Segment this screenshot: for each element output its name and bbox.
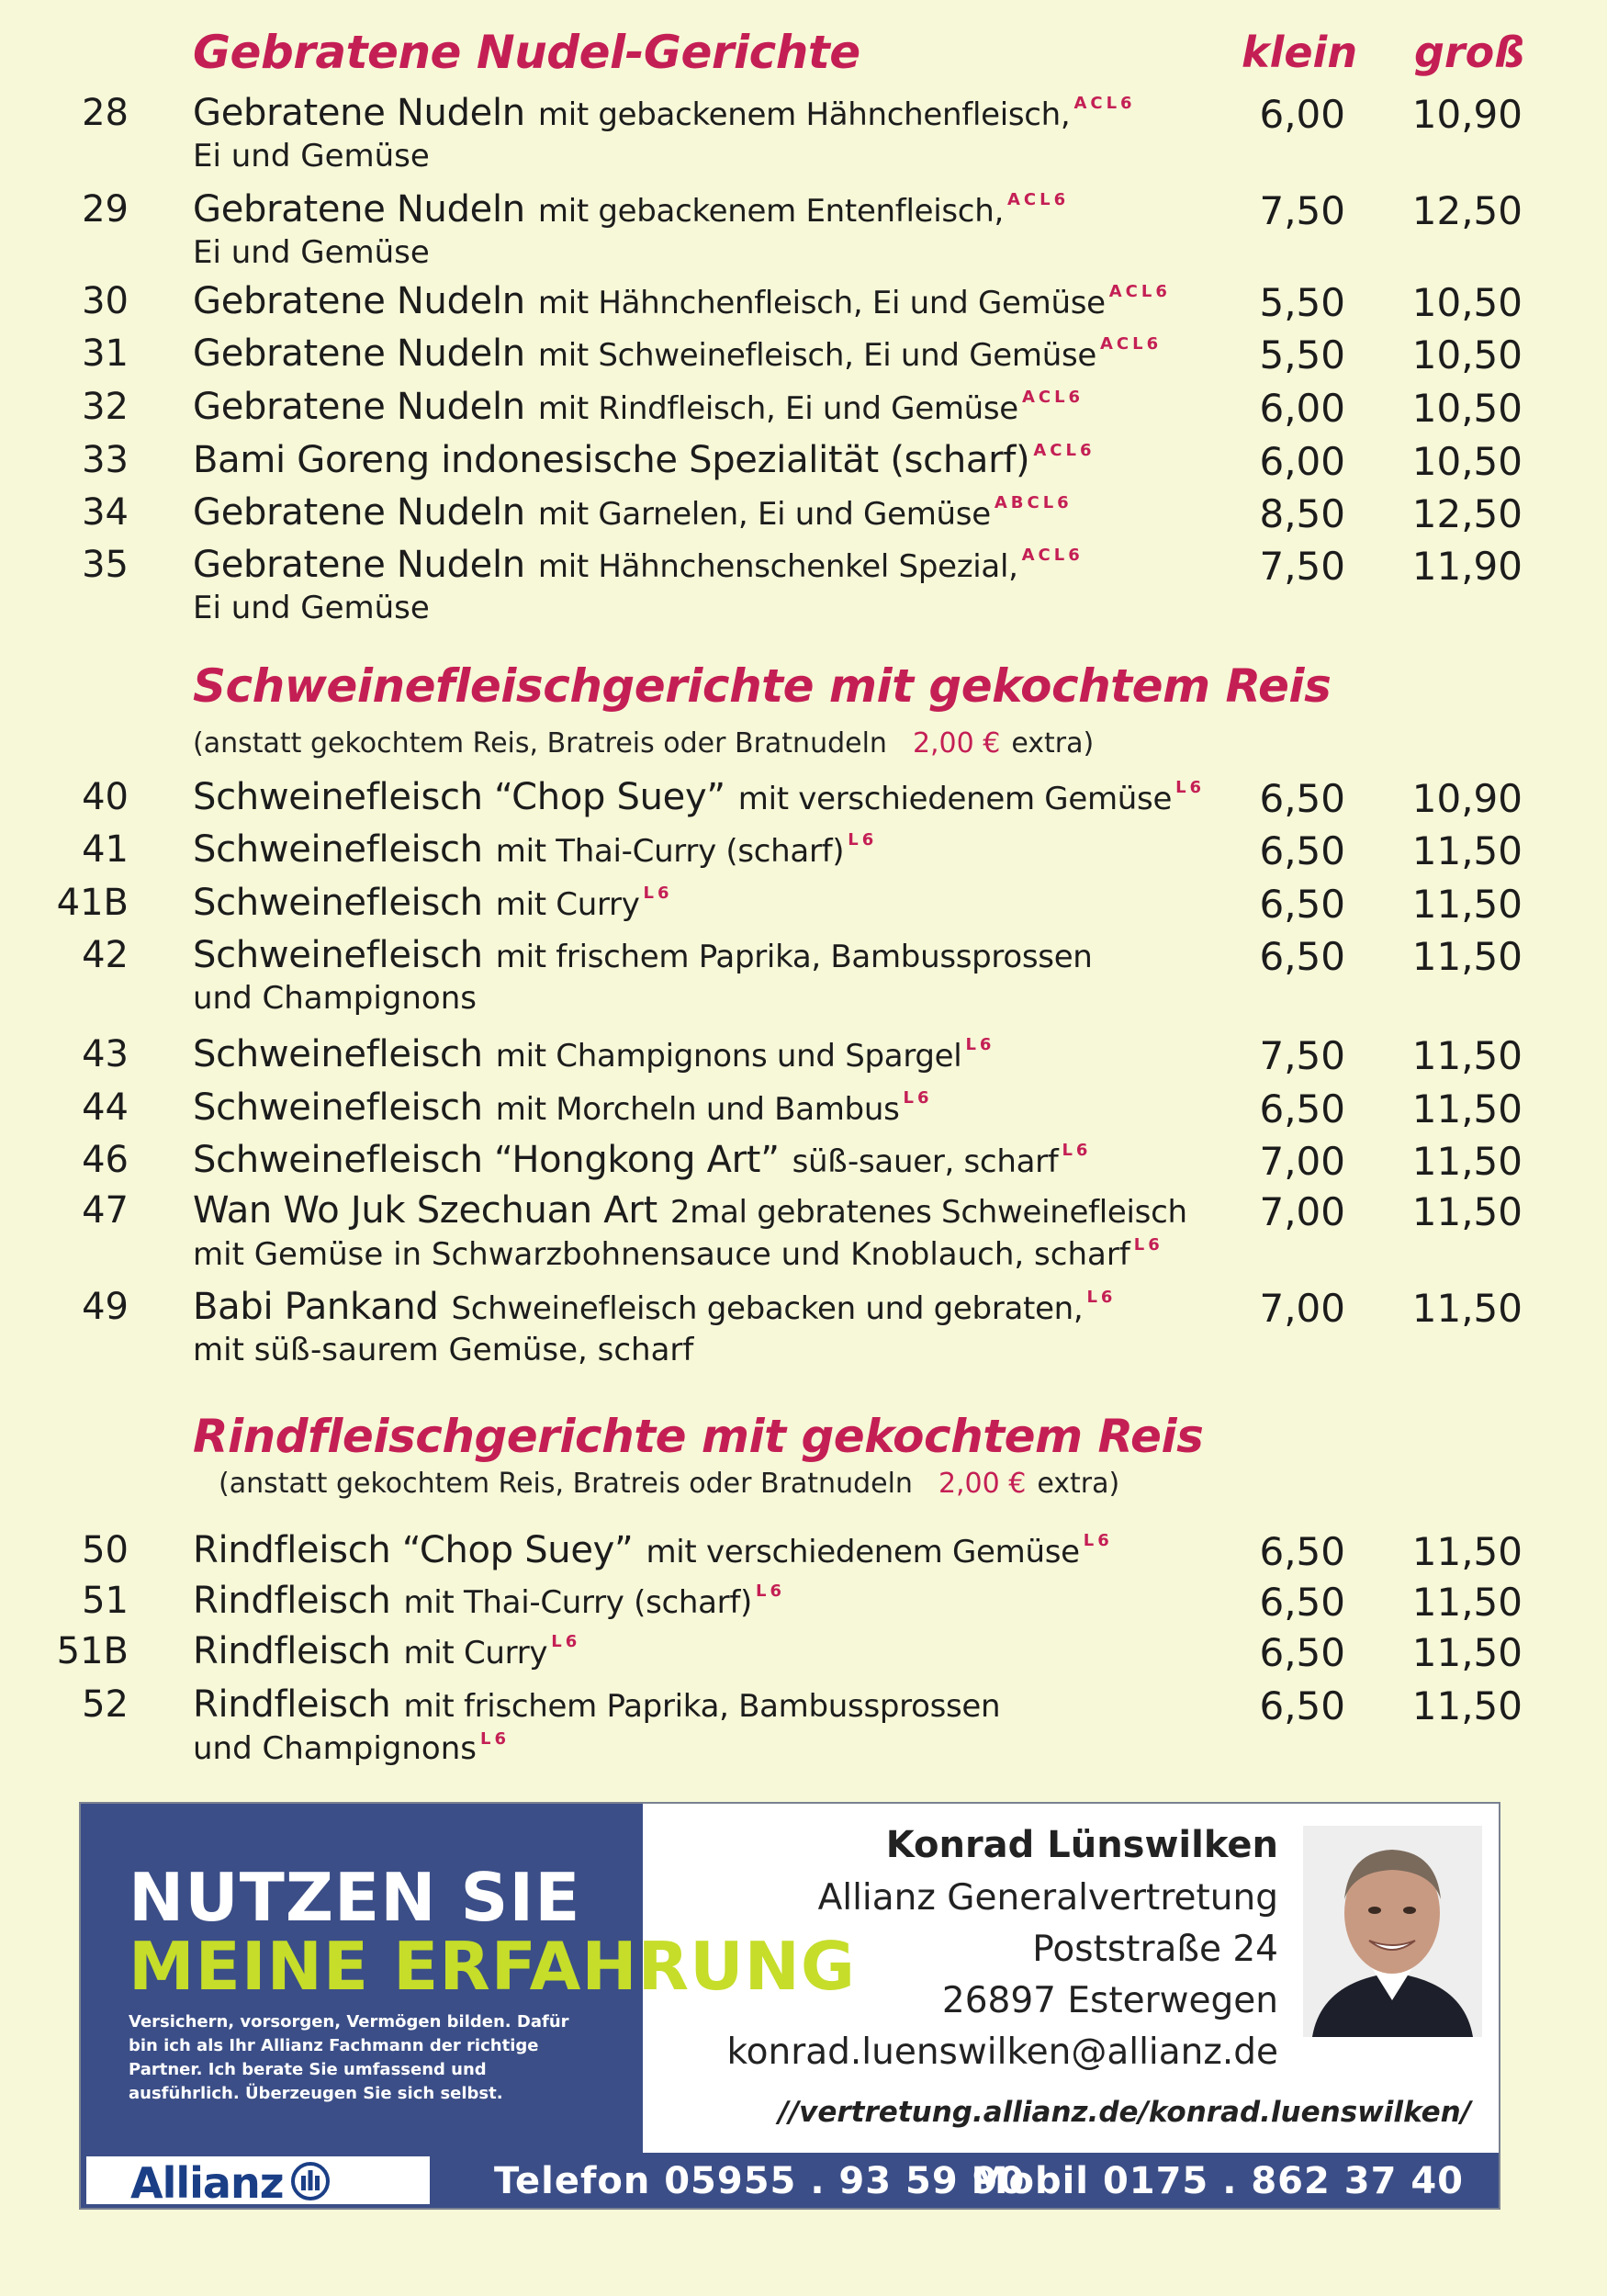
price-small: 8,50 [1259, 491, 1345, 536]
price-large: 11,50 [1411, 934, 1523, 979]
item-description-line2 [193, 590, 430, 626]
item-number: 51B [56, 1630, 129, 1672]
item-description: süß-sauer, scharf [792, 1143, 1059, 1180]
item-number: 42 [82, 934, 129, 976]
menu-item-row [0, 544, 1607, 626]
item-name: Gebratene Nudeln [193, 332, 525, 375]
price-large: 12,50 [1411, 491, 1523, 536]
item-description: mit frischem Paprika, Bambussprossen [403, 1688, 1001, 1725]
item-description-line2-text: mit Gemüse in Schwarzbohnensauce und Knoblauch, scharf [193, 1236, 1130, 1273]
item-title [193, 332, 1162, 375]
allergen-codes: ACL6 [1073, 94, 1136, 113]
column-header-large: groß [1414, 28, 1525, 77]
item-name: Babi Pankand [193, 1286, 439, 1328]
agent-city: 26897 Esterwegen [941, 1980, 1278, 2021]
item-description: mit Schweinefleisch, Ei und Gemüse [537, 337, 1096, 374]
section-note [193, 727, 1094, 760]
item-name: Bami Goreng indonesische Spezialität (scharf) [193, 439, 1030, 481]
item-description: mit Curry [403, 1635, 548, 1671]
item-title [193, 1286, 1116, 1328]
ad-headline-1: NUTZEN SIE [129, 1859, 581, 1936]
allergen-codes: L6 [1083, 1531, 1113, 1550]
price-large: 10,90 [1411, 92, 1523, 137]
menu-item-row [0, 1189, 1607, 1273]
allergen-codes: L6 [965, 1035, 995, 1054]
item-description: mit Hähnchenschenkel Spezial, [537, 548, 1018, 585]
menu-item-row [0, 1033, 1607, 1088]
item-description-line2-text: und Champignons [193, 1730, 477, 1767]
price-large: 11,90 [1411, 544, 1523, 589]
item-title [193, 92, 1136, 134]
section-note-extra-price: 2,00 € [912, 727, 1001, 760]
allergen-codes: L6 [755, 1581, 785, 1601]
item-description-line2-text: und Champignons [193, 980, 477, 1017]
price-small: 7,50 [1259, 544, 1345, 589]
price-large: 11,50 [1411, 1033, 1523, 1078]
price-large: 11,50 [1411, 1286, 1523, 1331]
price-large: 10,50 [1411, 280, 1523, 325]
allergen-codes: L6 [1062, 1141, 1092, 1160]
item-title [193, 544, 1084, 586]
item-title [193, 280, 1171, 322]
item-name: Schweinefleisch [193, 828, 483, 871]
price-large: 10,50 [1411, 439, 1523, 484]
item-name: Gebratene Nudeln [193, 386, 525, 428]
menu-item-row [0, 882, 1607, 937]
item-name: Wan Wo Juk Szechuan Art [193, 1189, 657, 1232]
allergen-codes: L6 [479, 1729, 510, 1749]
item-description-line2 [193, 1332, 693, 1368]
allergen-codes: ABCL6 [994, 493, 1073, 512]
item-title [193, 1139, 1091, 1181]
item-number: 47 [82, 1189, 129, 1232]
item-name: Schweinefleisch [193, 882, 483, 924]
agent-url[interactable]: //vertretung.allianz.de/konrad.luenswilken/ [778, 2096, 1471, 2129]
item-description-line2-text: Ei und Gemüse [193, 590, 430, 626]
item-number: 41 [82, 828, 129, 871]
section-note-extra-price: 2,00 € [938, 1468, 1027, 1500]
allergen-codes: ACL6 [1108, 282, 1171, 301]
item-title [193, 491, 1073, 534]
item-description: mit Champignons und Spargel [495, 1038, 962, 1075]
item-number: 51 [82, 1580, 129, 1622]
item-title [193, 1529, 1113, 1571]
menu-item-row [0, 280, 1607, 335]
price-small: 7,50 [1259, 1033, 1345, 1078]
item-number: 52 [82, 1683, 129, 1726]
column-header-small: klein [1242, 28, 1358, 77]
item-description: mit gebackenem Entenfleisch, [537, 193, 1004, 230]
item-description: mit Thai-Curry (scharf) [495, 833, 845, 870]
item-title [193, 188, 1069, 231]
allergen-codes: ACL6 [1006, 190, 1070, 209]
menu-item-row [0, 1139, 1607, 1194]
menu-item-row [0, 934, 1607, 1017]
price-small: 6,00 [1259, 439, 1345, 484]
item-name: Rindfleisch [193, 1580, 391, 1622]
menu-item-row [0, 1580, 1607, 1635]
item-number: 33 [82, 439, 129, 481]
item-description-line2-text: Ei und Gemüse [193, 138, 430, 174]
price-small: 6,50 [1259, 882, 1345, 927]
price-small: 6,50 [1259, 1529, 1345, 1574]
ad-blurb: Versichern, vorsorgen, Vermögen bilden. Dafür bin ich als Ihr Allianz Fachmann der richtige Partner. Ich berate Sie umfassend und ausführlich. Überzeugen Sie sich selbst. [129, 2012, 569, 2103]
section-note-end: extra) [1037, 1468, 1120, 1500]
menu-item-row [0, 332, 1607, 388]
item-description: mit Garnelen, Ei und Gemüse [537, 496, 991, 533]
menu-item-row [0, 188, 1607, 271]
item-name: Schweinefleisch “Chop Suey” [193, 776, 725, 818]
item-title [193, 828, 877, 871]
section-note-end: extra) [1011, 727, 1095, 760]
allianz-advertisement [79, 1802, 1500, 2210]
item-number: 34 [82, 491, 129, 534]
menu-item-row [0, 1529, 1607, 1584]
price-large: 10,50 [1411, 332, 1523, 377]
item-number: 46 [82, 1139, 129, 1181]
allergen-codes: L6 [551, 1632, 581, 1651]
menu-item-row [0, 1683, 1607, 1767]
ad-headline-panel [81, 1804, 856, 2153]
price-large: 11,50 [1411, 828, 1523, 873]
price-large: 10,50 [1411, 386, 1523, 431]
section-note-text: (anstatt gekochtem Reis, Bratreis oder Bratnudeln [193, 727, 887, 760]
price-small: 6,50 [1259, 934, 1345, 979]
menu-item-row [0, 491, 1607, 546]
item-name: Gebratene Nudeln [193, 92, 525, 134]
item-number: 30 [82, 280, 129, 322]
item-number: 43 [82, 1033, 129, 1075]
agent-email[interactable]: konrad.luenswilken@allianz.de [726, 2032, 1278, 2073]
price-large: 11,50 [1411, 1630, 1523, 1675]
item-description: mit Hähnchenfleisch, Ei und Gemüse [537, 285, 1106, 321]
item-number: 28 [82, 92, 129, 134]
item-title [193, 882, 673, 924]
allergen-codes: ACL6 [1021, 546, 1084, 565]
price-large: 11,50 [1411, 1529, 1523, 1574]
allianz-logo-text: Allianz [130, 2158, 284, 2208]
item-title [193, 934, 1093, 976]
item-description: mit Thai-Curry (scharf) [403, 1584, 752, 1621]
item-description-line2 [193, 234, 430, 271]
price-small: 6,50 [1259, 828, 1345, 873]
item-description: mit Curry [495, 886, 640, 923]
item-description: mit frischem Paprika, Bambussprossen [495, 939, 1093, 975]
phone-number[interactable]: Telefon 05955 . 93 59 90 [494, 2160, 1026, 2202]
item-name: Gebratene Nudeln [193, 491, 525, 534]
price-small: 7,00 [1259, 1189, 1345, 1234]
menu-item-row [0, 828, 1607, 884]
allergen-codes: ACL6 [1021, 388, 1084, 407]
allergen-codes: L6 [903, 1088, 933, 1108]
item-description: Schweinefleisch gebacken und gebraten, [451, 1290, 1084, 1327]
item-name: Gebratene Nudeln [193, 280, 525, 322]
item-description: mit verschiedenem Gemüse [737, 781, 1173, 817]
section-title: Rindfleischgerichte mit gekochtem Reis [193, 1410, 1204, 1463]
item-name: Rindfleisch “Chop Suey” [193, 1529, 634, 1571]
price-small: 6,50 [1259, 1086, 1345, 1131]
agency-name: Allianz Generalvertretung [817, 1877, 1278, 1919]
item-number: 41B [56, 882, 129, 924]
item-number: 44 [82, 1086, 129, 1129]
allergen-codes: L6 [1133, 1235, 1163, 1255]
item-name: Gebratene Nudeln [193, 544, 525, 586]
section-title: Gebratene Nudel-Gerichte [193, 26, 860, 79]
price-small: 5,50 [1259, 332, 1345, 377]
price-small: 7,00 [1259, 1286, 1345, 1331]
section-note [219, 1468, 1119, 1500]
item-number: 31 [82, 332, 129, 375]
item-number: 35 [82, 544, 129, 586]
allianz-logo [86, 2156, 430, 2208]
item-number: 29 [82, 188, 129, 231]
item-name: Rindfleisch [193, 1630, 391, 1672]
price-large: 11,50 [1411, 1189, 1523, 1234]
section-title: Schweinefleischgerichte mit gekochtem Reis [193, 659, 1332, 713]
allergen-codes: ACL6 [1033, 441, 1096, 460]
allergen-codes: L6 [1086, 1288, 1117, 1307]
item-title [193, 1683, 1000, 1726]
item-name: Schweinefleisch [193, 1033, 483, 1075]
item-description-line2 [193, 138, 430, 174]
price-large: 11,50 [1411, 1580, 1523, 1625]
price-small: 6,00 [1259, 92, 1345, 137]
item-number: 40 [82, 776, 129, 818]
item-title [193, 1580, 785, 1622]
item-title [193, 1033, 995, 1075]
menu-item-row [0, 92, 1607, 174]
menu-item-row [0, 1630, 1607, 1685]
item-name: Schweinefleisch “Hongkong Art” [193, 1139, 780, 1181]
mobile-number[interactable]: Mobil 0175 . 862 37 40 [971, 2160, 1464, 2202]
item-title [193, 776, 1205, 818]
menu-item-row [0, 439, 1607, 494]
ad-contact-bar [81, 2153, 1499, 2208]
item-title [193, 439, 1096, 481]
price-small: 7,50 [1259, 188, 1345, 233]
item-title [193, 1630, 580, 1672]
price-small: 6,50 [1259, 1630, 1345, 1675]
agent-photo [1303, 1826, 1482, 2037]
agent-name: Konrad Lünswilken [885, 1824, 1278, 1866]
item-description: mit Morcheln und Bambus [495, 1091, 900, 1128]
menu-item-row [0, 1086, 1607, 1142]
allergen-codes: L6 [848, 830, 878, 850]
allianz-eagle-icon [290, 2161, 331, 2201]
price-small: 6,50 [1259, 1580, 1345, 1625]
price-small: 6,00 [1259, 386, 1345, 431]
price-small: 5,50 [1259, 280, 1345, 325]
agent-street: Poststraße 24 [1032, 1929, 1278, 1970]
item-name: Schweinefleisch [193, 934, 483, 976]
item-name: Gebratene Nudeln [193, 188, 525, 231]
item-description: mit Rindfleisch, Ei und Gemüse [537, 390, 1018, 427]
item-description-line2 [193, 980, 477, 1017]
price-small: 6,50 [1259, 1683, 1345, 1728]
price-large: 11,50 [1411, 1086, 1523, 1131]
item-description: mit verschiedenem Gemüse [646, 1534, 1080, 1570]
item-description: mit gebackenem Hähnchenfleisch, [537, 96, 1071, 133]
item-number: 50 [82, 1529, 129, 1571]
menu-item-row [0, 1286, 1607, 1368]
section-note-text: (anstatt gekochtem Reis, Bratreis oder Bratnudeln [219, 1468, 913, 1500]
price-small: 6,50 [1259, 776, 1345, 821]
menu-item-row [0, 386, 1607, 441]
menu-item-row [0, 776, 1607, 831]
price-large: 12,50 [1411, 188, 1523, 233]
price-large: 10,90 [1411, 776, 1523, 821]
item-description-line2 [193, 1729, 510, 1767]
item-description-line2-text: mit süß-saurem Gemüse, scharf [193, 1332, 694, 1368]
item-title [193, 1086, 933, 1129]
allergen-codes: L6 [1175, 778, 1206, 797]
item-description-line2 [193, 1235, 1163, 1273]
allergen-codes: L6 [643, 884, 673, 903]
price-small: 7,00 [1259, 1139, 1345, 1184]
price-large: 11,50 [1411, 882, 1523, 927]
item-title [193, 386, 1084, 428]
ad-headline-2: MEINE ERFAHRUNG [129, 1928, 856, 2005]
item-name: Schweinefleisch [193, 1086, 483, 1129]
price-large: 11,50 [1411, 1683, 1523, 1728]
item-description-line2-text: Ei und Gemüse [193, 234, 430, 271]
price-large: 11,50 [1411, 1139, 1523, 1184]
item-title [193, 1189, 1187, 1232]
allergen-codes: ACL6 [1099, 334, 1163, 354]
item-description: 2mal gebratenes Schweinefleisch [669, 1194, 1187, 1231]
agent-portrait-icon [1303, 1826, 1482, 2037]
item-name: Rindfleisch [193, 1683, 391, 1726]
item-number: 49 [82, 1286, 129, 1328]
item-number: 32 [82, 386, 129, 428]
